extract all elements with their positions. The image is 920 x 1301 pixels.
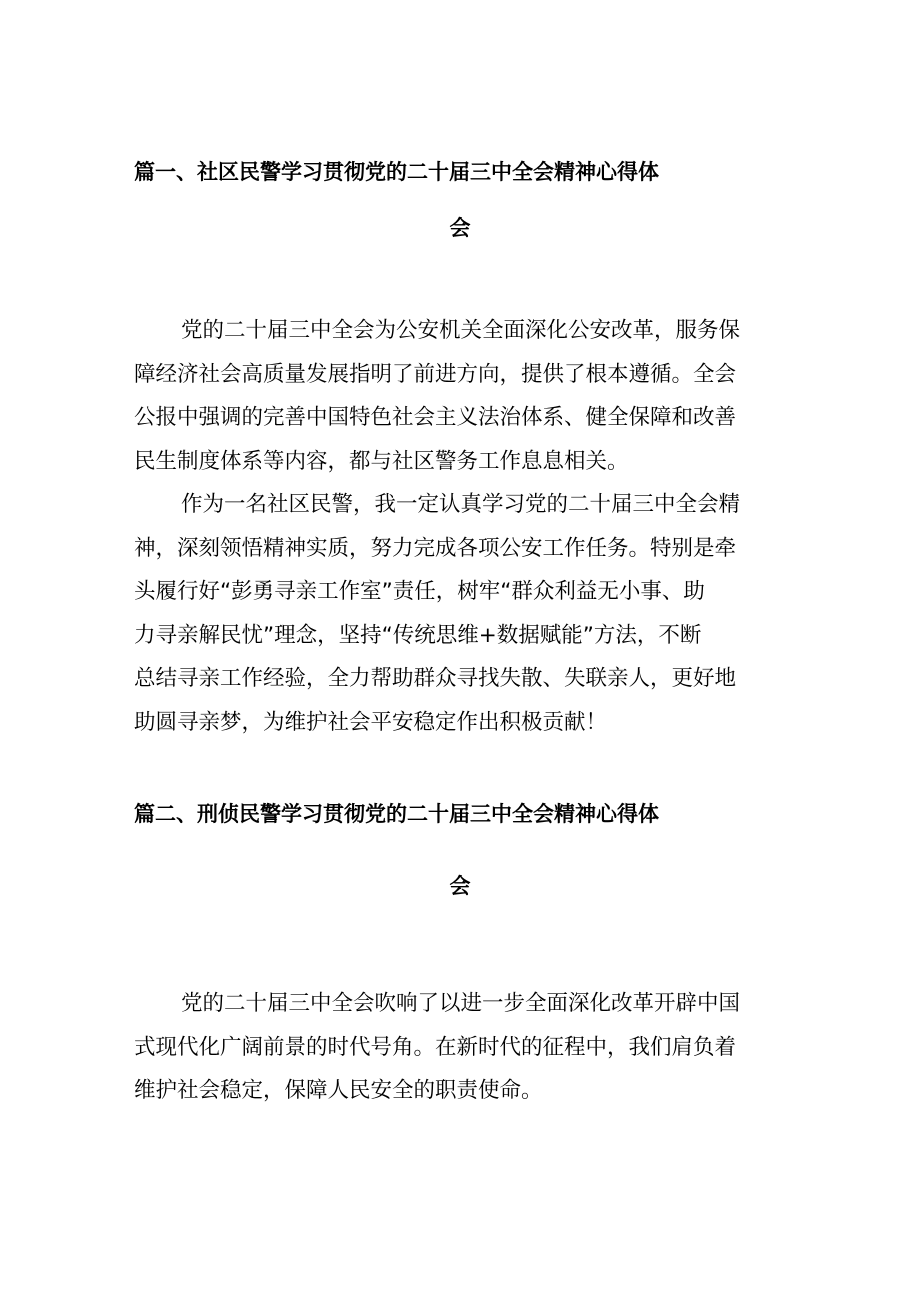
- section-1-paragraph-1: [134, 309, 790, 483]
- section-2-heading-continued: 会: [449, 874, 471, 898]
- paragraph-line: 力寻亲解民忧”理念，坚持“传统思维+数据赋能”方法，不断: [134, 622, 702, 648]
- paragraph-line: 总结寻亲工作经验，全力帮助群众寻找失散、失联亲人，更好地: [134, 666, 737, 692]
- paragraph-line: 党的二十届三中全会吹响了以进一步全面深化改革开辟中国: [181, 991, 741, 1016]
- section-2-heading: 篇二、刑侦民警学习贯彻党的二十届三中全会精神心得体: [134, 802, 659, 826]
- paragraph-line: 障经济社会高质量发展指明了前进方向，提供了根本遵循。全会: [134, 361, 737, 387]
- section-1-heading-continued: 会: [449, 216, 471, 240]
- section-2-paragraph-1: [134, 982, 790, 1113]
- paragraph-line: 头履行好“彭勇寻亲工作室”责任，树牢“群众利益无小事、助: [134, 579, 705, 605]
- paragraph-line: 助圆寻亲梦，为维护社会平安稳定作出积极贡献！: [134, 709, 608, 735]
- paragraph-line: 维护社会稳定，保障人民安全的职责使命。: [134, 1078, 543, 1104]
- paragraph-line: 民生制度体系等内容，都与社区警务工作息息相关。: [134, 448, 629, 474]
- paragraph-line: 式现代化广阔前景的时代号角。在新时代的征程中，我们肩负着: [134, 1034, 737, 1060]
- section-1-heading: 篇一、社区民警学习贯彻党的二十届三中全会精神心得体: [134, 160, 659, 184]
- paragraph-line: 神，深刻领悟精神实质，努力完成各项公安工作任务。特别是牵: [134, 535, 737, 561]
- paragraph-line: 作为一名社区民警，我一定认真学习党的二十届三中全会精: [181, 492, 741, 517]
- paragraph-line: 公报中强调的完善中国特色社会主义法治体系、健全保障和改善: [134, 405, 737, 431]
- paragraph-line: 党的二十届三中全会为公安机关全面深化公安改革，服务保: [181, 318, 741, 343]
- section-1-paragraph-2: [134, 483, 790, 745]
